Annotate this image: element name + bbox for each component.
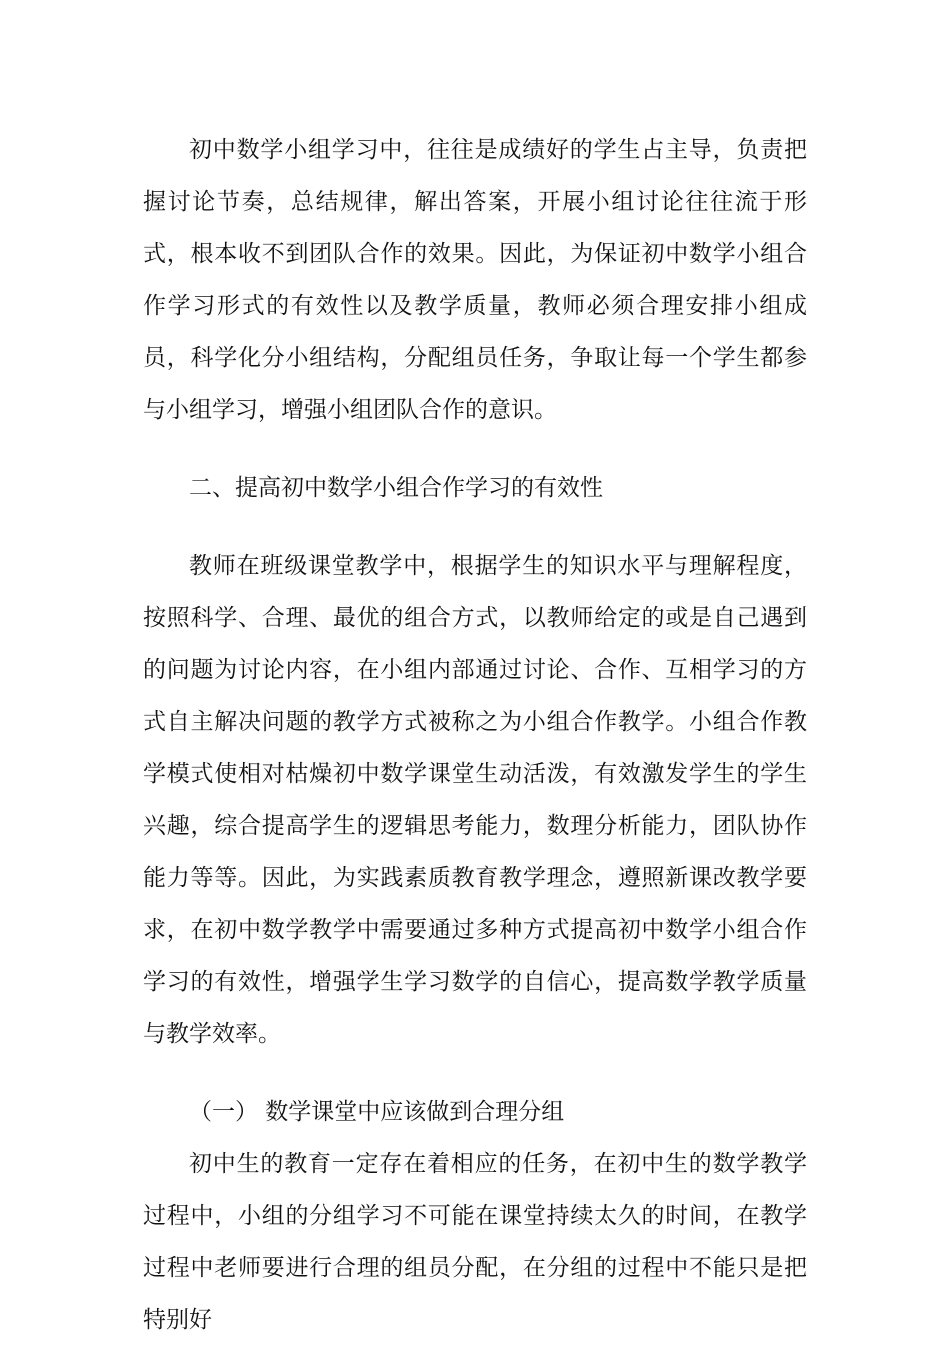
section-heading-improve-effectiveness: 二、提高初中数学小组合作学习的有效性 [189, 475, 603, 501]
paragraph-group-study-issue: 初中数学小组学习中，往往是成绩好的学生占主导，负责把握讨论节奏，总结规律，解出答案，开展小组讨论往往流于形式，根本收不到团队合作的效果。因此，为保证初中数学小组合作学习形式的有效性以及教学质量，教师必须合理安排小组成员，科学化分小组结构，分配组员任务，争取让每一个学生都参与小组学习，增强小组团队合作的意识。 [143, 137, 807, 423]
subsection-heading-reasonable-grouping: （一） 数学课堂中应该做到合理分组 [189, 1099, 565, 1125]
paragraph-group-cooperative-teaching: 教师在班级课堂教学中，根据学生的知识水平与理解程度，按照科学、合理、最优的组合方式，以教师给定的或是自己遇到的问题为讨论内容，在小组内部通过讨论、合作、互相学习的方式自主解决问题的教学方式被称之为小组合作教学。小组合作教学模式使相对枯燥初中数学课堂生动活泼，有效激发学生的学生兴趣，综合提高学生的逻辑思考能力，数理分析能力，团队协作能力等等。因此，为实践素质教育教学理念，遵照新课改教学要求，在初中数学教学中需要通过多种方式提高初中数学小组合作学习的有效性，增强学生学习数学的自信心，提高数学教学质量与教学效率。 [143, 553, 807, 1047]
paragraph-junior-student-education: 初中生的教育一定存在着相应的任务，在初中生的数学教学过程中，小组的分组学习不可能在课堂持续太久的时间，在教学过程中老师要进行合理的组员分配，在分组的过程中不能只是把特别好 [143, 1151, 807, 1333]
document-body [143, 124, 807, 1346]
